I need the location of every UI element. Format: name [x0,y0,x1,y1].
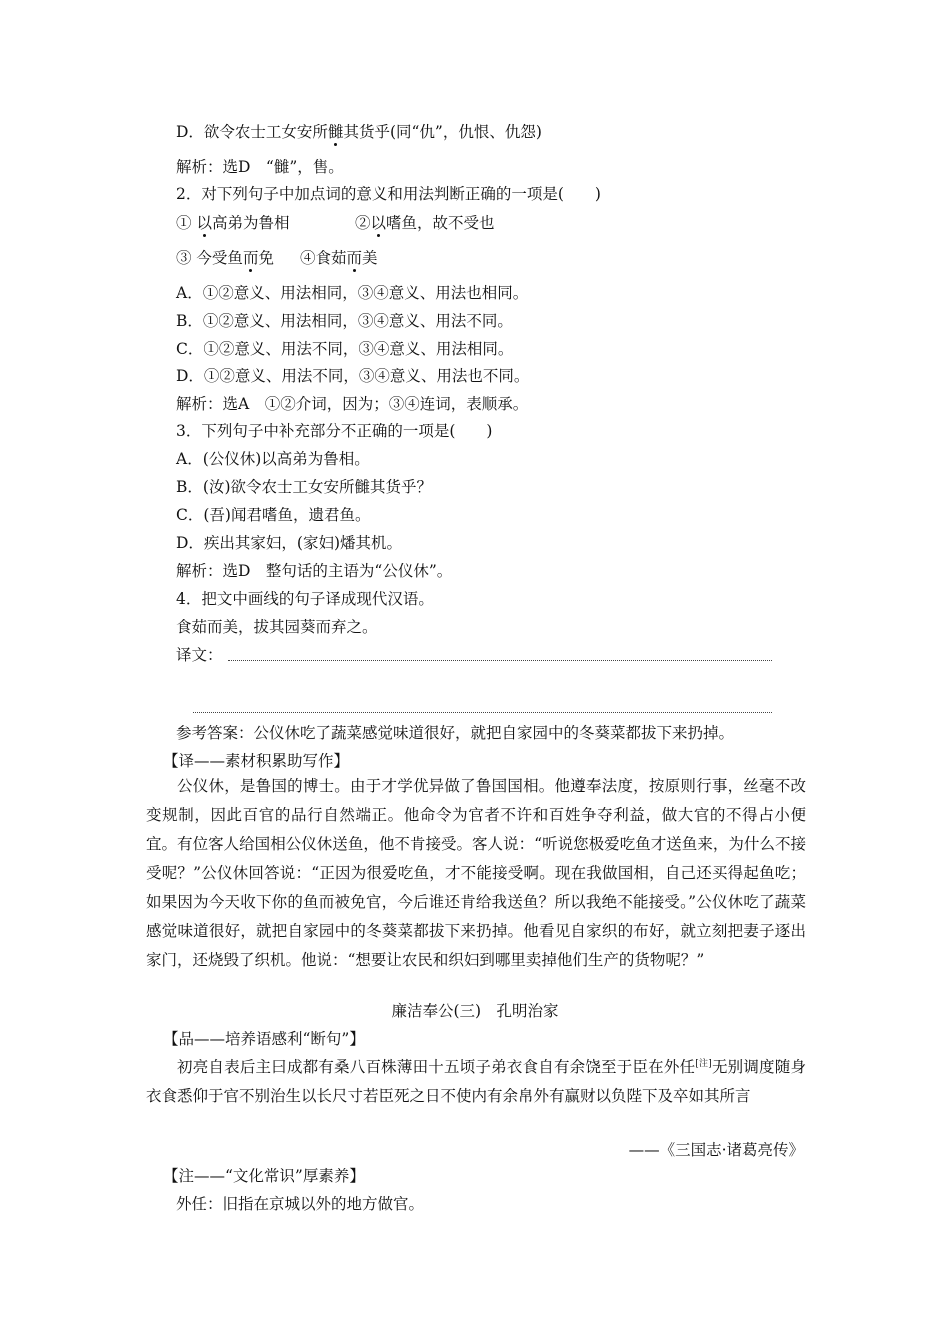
answer-line-1 [228,660,772,661]
note-heading: 【注——“文化常识”厚素养】 [163,1167,365,1185]
text: ③ 今受鱼 [176,249,243,267]
q4-sentence: 食茹而美，拔其园葵而弃之。 [176,618,378,636]
text: 无别调度随身衣食悉仰于官不别治生以长尺寸若臣死之日不使内有余帛外有赢财以负陛下及卒如其所言 [146,1058,806,1106]
q2-sentence-1 [176,213,289,233]
text: 初亮自表后主曰成都有桑八百株薄田十五顷子弟衣食自有余饶至于臣在外任 [177,1058,696,1077]
section3-text [146,1050,806,1111]
translation-heading: 【译——素材积累助写作】 [163,752,350,770]
text: ④食茹 [300,249,347,267]
text: ① [176,214,192,232]
text: ② [355,214,371,232]
q2-analysis: 解析：选A ①②介词，因为；③④连词，表顺承。 [176,395,529,413]
translation-body: 公仪休，是鲁国的博士。由于才学优异做了鲁国国相。他遵奉法度，按原则行事，丝毫不改变规制，因此百官的品行自然端正。他命令为官者不许和百姓争夺利益，做大官的不得占小便宜。有位客人给国相公仪休送鱼，他不肯接受。客人说：“听说您极爱吃鱼才送鱼来，为什么不接受呢？”公仪休回答说：“正因为很爱吃鱼，才不能接受啊。现在我做国相，自己还买得起鱼吃；如果因为今天收下你的鱼而被免官，今后谁还肯给我送鱼？所以我绝不能接受。”公仪休吃了蔬菜感觉味道很好，就把自家园中的冬葵菜都拔下来扔掉。他看见自家织的布好，就立刻把妻子逐出家门，还烧毁了织机。他说：“想要让农民和织妇到哪里卖掉他们生产的货物呢？” [146,777,806,969]
text: 美 [362,249,378,267]
text: 免 [258,249,274,267]
q1-option-d [176,122,542,142]
dotted-word: 以 [196,214,212,232]
q3-option-d: D．疾出其家妇，(家妇)燔其机。 [176,534,403,552]
note-text: 外任：旧指在京城以外的地方做官。 [176,1195,425,1213]
q2-sentence-2 [355,213,495,233]
dotted-word: 而 [346,249,363,267]
section3-heading: 【品——培养语感利“断句”】 [163,1030,365,1048]
text: 其货乎(同“仇”，仇恨、仇怨) [343,123,542,141]
text: 高弟为鲁相 [211,214,290,232]
q2-option-a: A．①②意义、用法相同，③④意义、用法也相同。 [176,284,529,302]
q2-sentence-3 [176,248,274,268]
section3-title: 廉洁奉公(三) 孔明治家 [391,1002,559,1020]
q4-answer: 参考答案：公仪休吃了蔬菜感觉味道很好，就把自家园中的冬葵菜都拔下来扔掉。 [176,724,735,742]
q2-option-b: B．①②意义、用法相同，③④意义、用法不同。 [176,312,513,330]
answer-line-2 [193,712,772,713]
q3-stem: 3．下列句子中补充部分不正确的一项是( ) [176,422,493,440]
dotted-word: 而 [242,249,259,267]
dotted-word: 雠 [327,123,344,141]
q2-option-d: D．①②意义、用法不同，③④意义、用法也不同。 [176,367,530,385]
q3-analysis: 解析：选D 整句话的主语为“公仪休”。 [176,562,453,580]
q2-stem: 2．对下列句子中加点词的意义和用法判断正确的一项是( ) [176,185,601,203]
q3-option-a: A．(公仪休)以高弟为鲁相。 [176,450,370,468]
q2-option-c: C．①②意义、用法不同，③④意义、用法相同。 [176,340,514,358]
q4-stem: 4．把文中画线的句子译成现代汉语。 [176,590,434,608]
section3-source: ——《三国志·诸葛亮传》 [628,1141,804,1159]
q4-translate-label: 译文： [176,646,223,664]
q3-option-c: C．(吾)闻君嗜鱼，遗君鱼。 [176,506,371,524]
q1-analysis: 解析：选D “雠”，售。 [176,158,344,176]
text: D．欲令农士工女安所 [176,123,328,141]
q2-sentence-4 [300,248,378,268]
note-mark: [注] [695,1059,712,1069]
text: 嗜鱼，故不受也 [386,214,495,232]
dotted-word: 以 [370,214,387,232]
q3-option-b: B．(汝)欲令农士工女安所雠其货乎？ [176,478,432,496]
